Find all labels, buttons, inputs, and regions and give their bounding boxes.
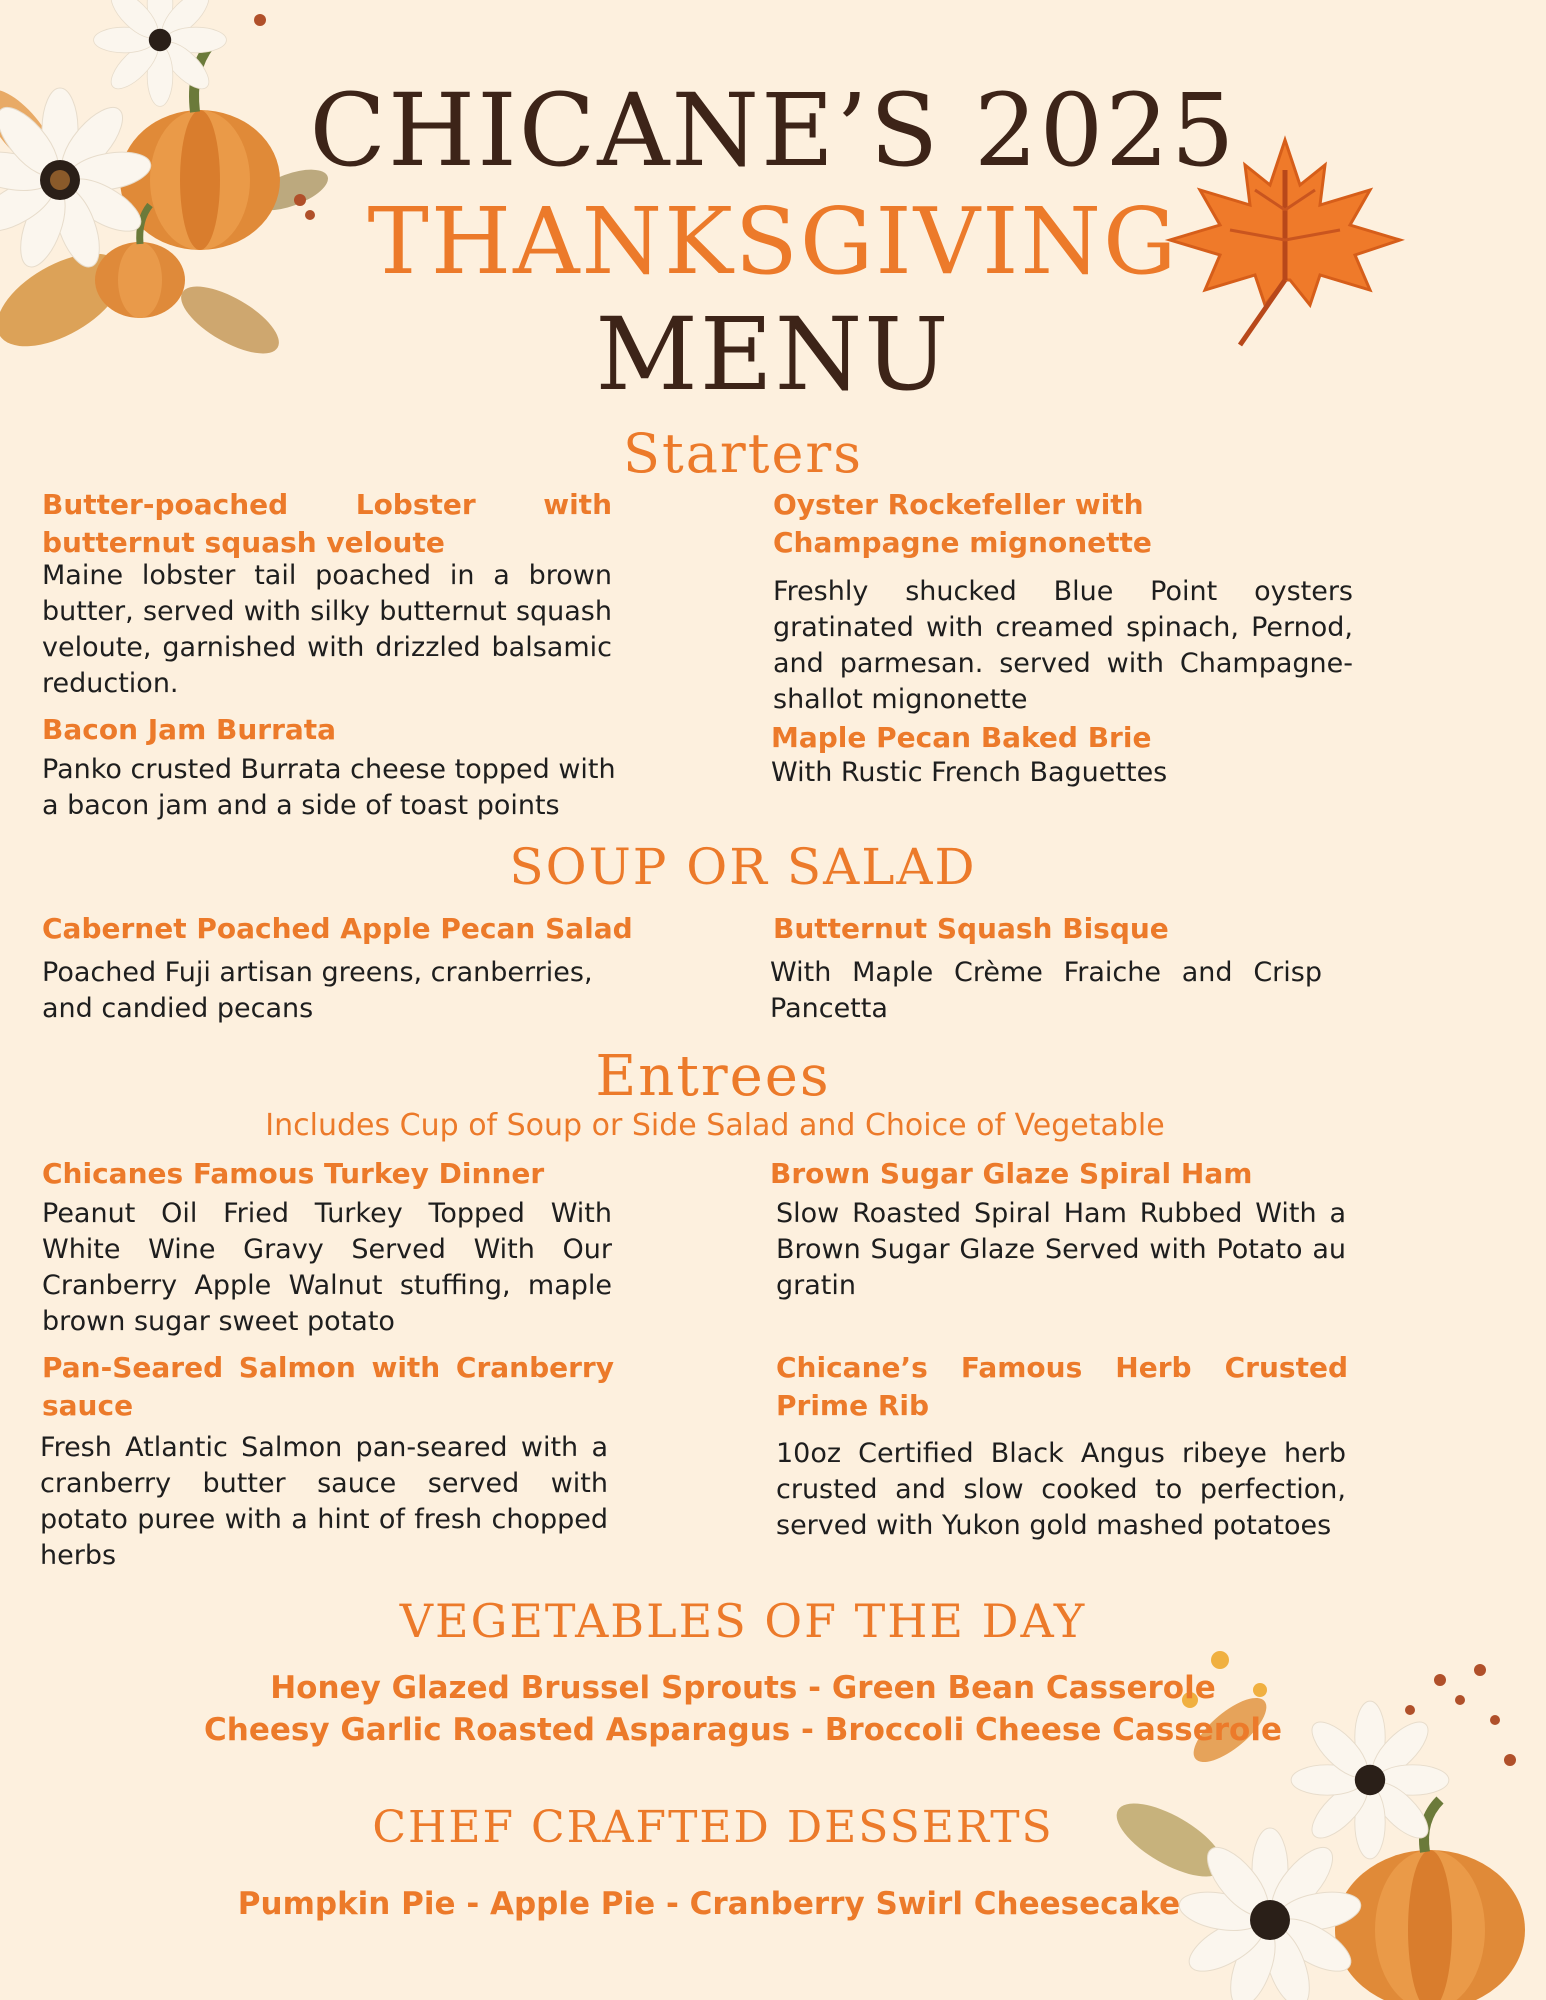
starter-item-description: Freshly shucked Blue Point oysters gratinated with creamed spinach, Pernod, and parmesan. served with Champagne-shallot mignonette: [773, 576, 1353, 715]
menu-title-line2: THANKSGIVING: [367, 188, 1179, 295]
menu-title-line1: CHICANE’S 2025: [309, 72, 1237, 189]
starter-item-description: With Rustic French Baguettes: [771, 757, 1168, 788]
starter-item-description: Maine lobster tail poached in a brown butter, served with silky butternut squash veloute, garnished with drizzled balsamic reduction.: [42, 560, 612, 699]
starter-item-name: Maple Pecan Baked Brie: [771, 721, 1152, 754]
vegetables-line: Cheesy Garlic Roasted Asparagus - Broccoli Cheese Casserole: [204, 1712, 1282, 1748]
section-title-entrees: Entrees: [595, 1044, 831, 1109]
soup-salad-item-description: With Maple Crème Fraiche and Crisp Pancetta: [770, 957, 1322, 1024]
entree-item-description: Peanut Oil Fried Turkey Topped With White Wine Gravy Served With Our Cranberry Apple Walnut stuffing, maple brown sugar sweet potato: [42, 1198, 612, 1337]
starter-item-name: Butter-poached Lobster with butternut squash veloute: [42, 488, 612, 559]
entrees-subtitle: Includes Cup of Soup or Side Salad and Choice of Vegetable: [265, 1108, 1165, 1143]
entree-item-name: Pan-Seared Salmon with Cranberry sauce: [42, 1351, 614, 1422]
desserts-line: Pumpkin Pie - Apple Pie - Cranberry Swirl Cheesecake: [237, 1886, 1181, 1922]
starter-item-name: Bacon Jam Burrata: [42, 713, 337, 746]
entree-item-description: 10oz Certified Black Angus ribeye herb crusted and slow cooked to perfection, served with Yukon gold mashed potatoes: [776, 1438, 1346, 1541]
section-title-starters: Starters: [623, 422, 863, 485]
entree-item-description: Slow Roasted Spiral Ham Rubbed With a Brown Sugar Glaze Served with Potato au gratin: [776, 1198, 1346, 1301]
section-title-soup-salad: SOUP OR SALAD: [509, 838, 977, 896]
entree-item-name: Brown Sugar Glaze Spiral Ham: [770, 1157, 1253, 1190]
vegetables-line: Honey Glazed Brussel Sprouts - Green Bean Casserole: [270, 1670, 1216, 1706]
section-title-desserts: CHEF CRAFTED DESSERTS: [372, 1802, 1054, 1853]
soup-salad-item-description: Poached Fuji artisan greens, cranberries, and candied pecans: [42, 957, 593, 1024]
starter-item-name: Oyster Rockefeller with Champagne mignonette: [773, 488, 1152, 559]
entree-item-description: Fresh Atlantic Salmon pan-seared with a cranberry butter sauce served with potato puree with a hint of fresh chopped herbs: [40, 1432, 608, 1571]
starter-item-description: Panko crusted Burrata cheese topped with a bacon jam and a side of toast points: [42, 754, 616, 821]
soup-salad-item-name: Cabernet Poached Apple Pecan Salad: [42, 912, 633, 945]
menu-title-line3: MENU: [595, 296, 951, 413]
entree-item-name: Chicane’s Famous Herb Crusted Prime Rib: [776, 1351, 1348, 1422]
soup-salad-item-name: Butternut Squash Bisque: [773, 912, 1169, 945]
section-title-vegetables: VEGETABLES OF THE DAY: [399, 1594, 1087, 1648]
entree-item-name: Chicanes Famous Turkey Dinner: [42, 1157, 545, 1190]
